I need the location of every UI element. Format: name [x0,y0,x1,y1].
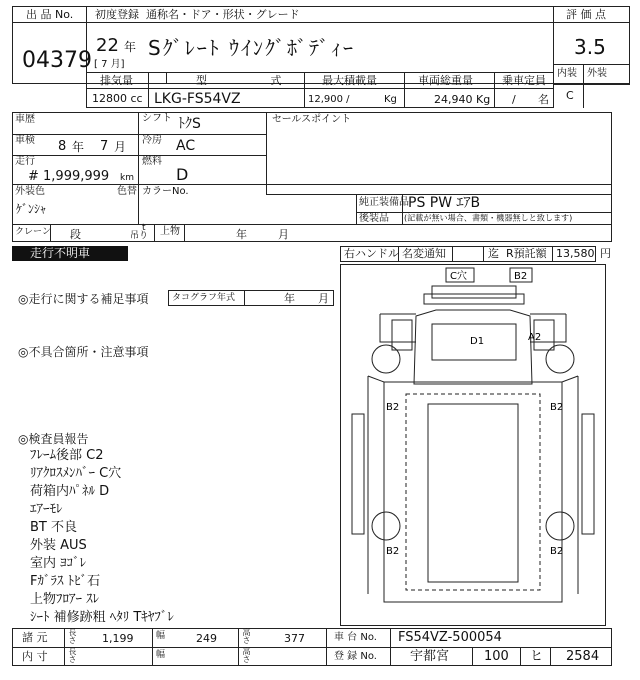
mileage-value: # 1,999,999 [28,169,110,184]
grade-name: Sｸﾞﾚｰﾄ ｳｲﾝｸﾞﾎﾞﾃﾞｨｰ [148,36,356,60]
reg-number: 2584 [566,649,600,664]
report-line: Fｶﾞﾗｽ ﾄﾋﾞ石 [30,574,101,589]
model-value: LKG-FS54VZ [154,91,241,107]
crane-suspend: 吊り [130,231,149,241]
mark-b2-bottom-right: B2 [550,546,564,557]
report-line: ﾌﾚｰﾑ後部 C2 [30,448,104,463]
crane-t: t [142,223,146,233]
report-line: 荷箱内ﾊﾟﾈﾙ D [30,484,110,499]
tacho-year: 年 [284,292,295,305]
aftermarket-label: 後装品 [359,213,389,224]
passengers-value: / [512,93,516,106]
height-label: 高さ [242,628,251,644]
rear-right-wheel [546,512,574,540]
int-width-label: 幅 [156,650,166,660]
color-value: ｹﾞﾝｼｬ [16,202,47,216]
length-label: 長さ [68,628,77,644]
capacity-unit: Kg [384,94,397,105]
chassis-value: FS54VZ-500054 [398,630,502,645]
driving-notes-heading: ◎走行に関する補足事項 [18,292,149,306]
width-value: 249 [196,632,217,645]
mark-b2-bottom-left: B2 [386,546,400,557]
reg-label: 登 録 No. [334,651,377,662]
int-height-label: 高さ [242,647,251,663]
gross-weight-label: 車両総重量 [418,74,473,87]
truck-damage-diagram [340,264,606,626]
score-value: 3.5 [574,35,606,59]
inspection-month: 7 [100,139,109,154]
inspector-heading: ◎検査員報告 [18,432,89,446]
report-line: ｼｰﾄ 補修跡粗 ﾍﾀﾘ Tｷﾔﾌﾞﾚ [30,610,174,625]
fuel-label: 燃料 [142,156,162,167]
crane-label: クレーン [15,227,51,237]
shift-label: シフト [142,113,172,124]
tacho-month: 月 [318,292,329,305]
reg-area: 宇都宮 [410,649,450,664]
color-no-label: カラーNo. [142,186,189,197]
equipment-value: PS PW ｴｱB [408,195,481,211]
report-line: ｴｱｰﾓﾚ [30,502,63,517]
mark-b2-top: B2 [514,271,528,282]
gross-weight-value: 24,940 Kg [434,93,491,106]
displacement-value: 12800 cc [92,92,143,105]
height-value: 377 [284,632,305,645]
mount-month: 月 [278,228,289,241]
aircon-value: AC [176,138,196,154]
reg-kana: ヒ [530,649,544,664]
reg-year: 22 [96,35,119,56]
interior-grade: C [566,89,574,102]
color-label: 外装色 [15,186,45,197]
tacho-label: タコグラフ年式 [172,293,236,303]
equipment-label: 純正装備品 [359,197,409,208]
rear-left-wheel [372,512,400,540]
mileage-label: 走行 [15,156,35,167]
report-line: 上物ﾌﾛｱｰ ｽﾚ [30,592,100,607]
lot-label: 出 品 No. [26,8,74,21]
recycle-amount: 13,580 [556,247,595,260]
front-left-wheel [372,345,400,373]
aircon-label: 冷房 [142,135,162,146]
name-label: 通称名・ドア・形状・グレード [146,8,300,21]
history-label: 車歴 [15,114,35,125]
reg-month: [ 7 月] [94,59,125,70]
width-label: 幅 [156,631,166,641]
reg-year-unit: 年 [124,40,137,54]
model-label: 型 式 [196,74,312,87]
passengers-unit: 名 [538,93,549,106]
mark-c-hole: C穴 [450,271,467,282]
chassis-label: 車 台 No. [334,632,377,643]
shift-value: ﾄｸS [178,116,201,132]
passengers-label: 乗車定員 [502,74,546,87]
exterior-label: 外装 [587,68,607,79]
displacement-label: 排気量 [100,74,133,87]
mileage-unit: km [120,173,134,183]
mark-a2: A2 [528,332,542,343]
recycle-label: R預託額 [506,247,547,260]
lot-number: 04379 [22,48,92,73]
inspection-month-unit: 月 [114,140,127,154]
front-right-wheel [546,345,574,373]
color-code-label: 色替 [117,186,137,197]
length-value: 1,199 [102,632,134,645]
inspection-year: 8 [58,139,67,154]
mark-b2-left: B2 [386,402,400,413]
first-reg-label: 初度登録 [95,8,139,21]
crane-stage: 段 [70,228,81,241]
defects-heading: ◎不具合箇所・注意事項 [18,345,149,359]
steering-value: 右ハンドル [344,247,399,260]
int-length-label: 長さ [68,647,77,663]
name-change-label: 名変通知 [402,247,446,260]
mount-year: 年 [236,228,247,241]
unknown-mileage-badge: 走行不明車 [12,246,128,261]
report-line: 外装 AUS [30,538,87,553]
aftermarket-note: (記載が無い場合、書類・機器無しと致します) [404,214,573,224]
sales-point-label: セールスポイント [272,114,352,125]
recycle-unit: 円 [600,247,611,260]
report-line: 室内 ﾖｺﾞﾚ [30,556,87,571]
reg-class: 100 [484,649,509,664]
interior-dims-label: 内 寸 [22,650,48,663]
report-line: BT 不良 [30,520,77,535]
interior-label: 内装 [557,68,577,79]
capacity-value: 12,900 / [308,94,350,105]
capacity-label: 最大積載量 [322,74,377,87]
fuel-value: D [176,165,189,184]
dims-label: 諸 元 [22,631,48,644]
score-label: 評 価 点 [566,8,606,21]
refund-label: 迄 [488,247,499,260]
inspection-year-unit: 年 [72,140,85,154]
mark-d1: D1 [470,336,485,347]
mount-label: 上物 [160,226,180,237]
inspection-label: 車検 [15,135,35,146]
report-line: ﾘｱｸﾛｽﾒﾝﾊﾞｰ C穴 [30,466,122,481]
mark-b2-right: B2 [550,402,564,413]
